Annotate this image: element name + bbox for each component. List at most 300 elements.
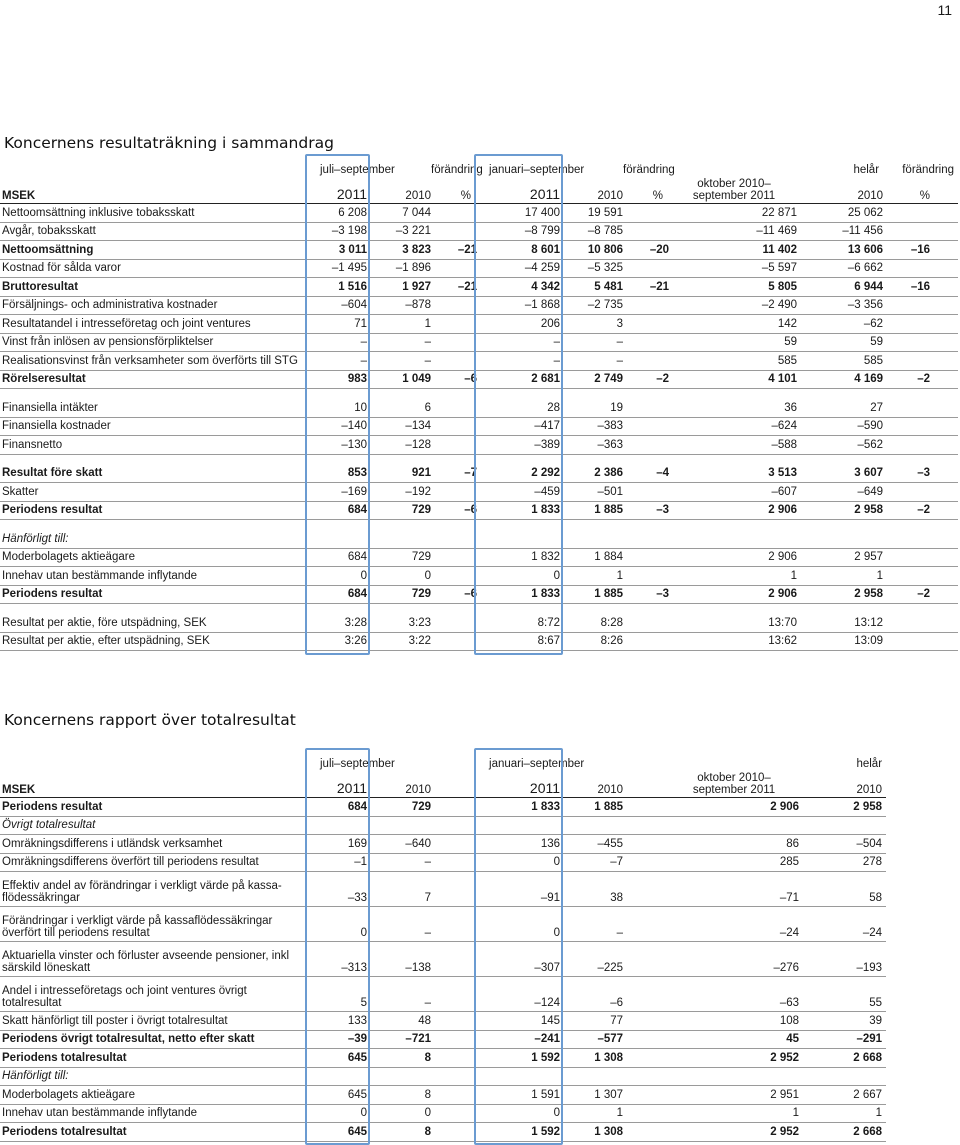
value-cell: 3 011 — [308, 241, 367, 260]
value-cell: –383 — [560, 417, 623, 436]
value-cell — [883, 417, 958, 436]
value-cell: – — [560, 333, 623, 352]
value-cell: 145 — [477, 1012, 560, 1031]
value-cell: –2 — [883, 370, 958, 389]
table-row — [0, 1012, 886, 1031]
value-cell — [431, 296, 477, 315]
year-2010-q3: 2010 — [367, 770, 431, 798]
value-cell: 2 906 — [669, 798, 799, 817]
value-cell: –225 — [560, 942, 623, 977]
value-cell — [623, 204, 669, 223]
value-cell: 10 806 — [560, 241, 623, 260]
empty-cell — [623, 1086, 669, 1105]
value-cell — [883, 204, 958, 223]
empty-cell — [623, 1123, 669, 1142]
value-cell — [308, 1067, 367, 1086]
row-label: Resultat per aktie, före utspädning, SEK — [0, 614, 308, 632]
value-cell: –604 — [308, 296, 367, 315]
value-cell — [477, 816, 560, 835]
value-cell — [669, 1067, 799, 1086]
spacer-row — [0, 389, 958, 400]
value-cell: 1 885 — [560, 585, 623, 604]
value-cell: –63 — [669, 977, 799, 1012]
value-cell: 0 — [367, 1104, 431, 1123]
empty-cell — [431, 977, 477, 1012]
value-cell: –33 — [308, 872, 367, 907]
value-cell: 55 — [799, 977, 886, 1012]
row-label: Resultat före skatt — [0, 465, 308, 483]
row-label: Vinst från inlösen av pensionsförpliktelser — [0, 333, 308, 352]
empty-cell — [431, 1123, 477, 1142]
value-cell: 1 049 — [367, 370, 431, 389]
value-cell: 729 — [367, 501, 431, 520]
row-label: Periodens resultat — [0, 585, 308, 604]
value-cell: 2 906 — [669, 548, 799, 567]
value-cell: 4 101 — [669, 370, 799, 389]
value-cell — [477, 1067, 560, 1086]
row-label: Försäljnings- och administrativa kostnader — [0, 296, 308, 315]
income-statement-title: Koncernens resultaträkning i sammandrag — [4, 134, 334, 152]
table-row — [0, 278, 958, 297]
value-cell — [883, 614, 958, 632]
value-cell: 2 749 — [560, 370, 623, 389]
value-cell: 27 — [799, 399, 883, 417]
value-cell: 585 — [669, 352, 799, 371]
value-cell: 1 308 — [560, 1049, 623, 1068]
value-cell: –307 — [477, 942, 560, 977]
value-cell: 8:28 — [560, 614, 623, 632]
value-cell: –1 868 — [477, 296, 560, 315]
value-cell — [308, 816, 367, 835]
value-cell — [560, 1067, 623, 1086]
value-cell: 0 — [477, 853, 560, 872]
value-cell: –6 — [560, 977, 623, 1012]
row-label: Resultatandel i intresseföretag och joint ventures — [0, 315, 308, 334]
row-label: Moderbolagets aktieägare — [0, 548, 308, 567]
value-cell — [799, 816, 886, 835]
value-cell: 136 — [477, 835, 560, 854]
value-cell: –5 597 — [669, 259, 799, 278]
value-cell — [367, 530, 431, 548]
value-cell: 1 832 — [477, 548, 560, 567]
value-cell — [431, 204, 477, 223]
value-cell: –1 — [308, 853, 367, 872]
group-label-9m: januari–september — [489, 758, 585, 770]
value-cell: 0 — [308, 1104, 367, 1123]
value-cell: – — [560, 907, 623, 942]
income-statement-table — [0, 160, 958, 651]
value-cell: – — [477, 352, 560, 371]
value-cell: 28 — [477, 399, 560, 417]
value-cell: 3 — [560, 315, 623, 334]
value-cell — [431, 399, 477, 417]
row-label: Omräkningsdifferens i utländsk verksamhet — [0, 835, 308, 854]
value-cell: –11 456 — [799, 222, 883, 241]
value-cell — [883, 399, 958, 417]
value-cell: 1 884 — [560, 548, 623, 567]
value-cell: 1 592 — [477, 1123, 560, 1142]
value-cell: 2 292 — [477, 465, 560, 483]
table-row — [0, 1086, 886, 1105]
row-label: Hänförligt till: — [0, 1067, 308, 1086]
value-cell — [560, 530, 623, 548]
year-2010-fy: 2010 — [799, 176, 883, 204]
value-cell: 10 — [308, 399, 367, 417]
comprehensive-income-table — [0, 754, 886, 1142]
empty-cell — [431, 1104, 477, 1123]
row-label: Skatter — [0, 483, 308, 502]
value-cell: 5 — [308, 977, 367, 1012]
value-cell — [431, 333, 477, 352]
empty-cell — [623, 872, 669, 907]
value-cell — [883, 222, 958, 241]
value-cell — [623, 296, 669, 315]
table-row — [0, 417, 958, 436]
table-row — [0, 315, 958, 334]
value-cell: 19 591 — [560, 204, 623, 223]
value-cell: 3:22 — [367, 632, 431, 651]
row-label: Periodens totalresultat — [0, 1123, 308, 1142]
empty-cell — [623, 1012, 669, 1031]
table-row — [0, 853, 886, 872]
value-cell: –6 — [431, 501, 477, 520]
value-cell: 278 — [799, 853, 886, 872]
value-cell: –504 — [799, 835, 886, 854]
value-cell: 86 — [669, 835, 799, 854]
table-row — [0, 530, 958, 548]
value-cell — [623, 417, 669, 436]
empty-cell — [623, 1104, 669, 1123]
value-cell — [799, 1067, 886, 1086]
value-cell: 0 — [477, 567, 560, 586]
value-cell: –2 — [623, 370, 669, 389]
value-cell — [883, 567, 958, 586]
value-cell: 1 — [799, 567, 883, 586]
value-cell: 0 — [308, 907, 367, 942]
value-cell — [883, 436, 958, 455]
value-cell — [623, 632, 669, 651]
empty-cell — [431, 1012, 477, 1031]
table-row — [0, 241, 958, 260]
value-cell: –640 — [367, 835, 431, 854]
value-cell — [799, 530, 883, 548]
value-cell — [477, 530, 560, 548]
row-label: Bruttoresultat — [0, 278, 308, 297]
value-cell: 4 169 — [799, 370, 883, 389]
empty-cell — [623, 1049, 669, 1068]
value-cell: 3 513 — [669, 465, 799, 483]
empty-cell — [431, 872, 477, 907]
rolling-12m-header: oktober 2010– september 2011 — [669, 176, 799, 204]
value-cell: –4 — [623, 465, 669, 483]
value-cell: –71 — [669, 872, 799, 907]
value-cell: 684 — [308, 585, 367, 604]
value-cell: – — [477, 333, 560, 352]
value-cell: –276 — [669, 942, 799, 977]
value-cell: –3 198 — [308, 222, 367, 241]
year-2010-9m: 2010 — [560, 176, 623, 204]
value-cell: 19 — [560, 399, 623, 417]
value-cell: –21 — [431, 278, 477, 297]
value-cell — [623, 614, 669, 632]
value-cell: –2 — [883, 585, 958, 604]
year-header-row — [0, 770, 886, 798]
group-header-row — [0, 160, 958, 176]
value-cell — [431, 436, 477, 455]
value-cell — [669, 530, 799, 548]
row-label: Moderbolagets aktieägare — [0, 1086, 308, 1105]
value-cell: –6 662 — [799, 259, 883, 278]
value-cell: – — [308, 333, 367, 352]
row-label: Aktuariella vinster och förluster avseende pensioner, inkl särskild löneskatt — [0, 942, 308, 977]
spacer-cell — [0, 389, 958, 400]
value-cell: 36 — [669, 399, 799, 417]
value-cell — [883, 352, 958, 371]
value-cell: 59 — [799, 333, 883, 352]
table-row — [0, 567, 958, 586]
value-cell: 3:23 — [367, 614, 431, 632]
row-label: Kostnad för sålda varor — [0, 259, 308, 278]
value-cell: 1 — [669, 1104, 799, 1123]
empty-cell — [623, 835, 669, 854]
value-cell: 729 — [367, 585, 431, 604]
table-row — [0, 399, 958, 417]
value-cell: –607 — [669, 483, 799, 502]
value-cell: 2 957 — [799, 548, 883, 567]
value-cell — [431, 315, 477, 334]
value-cell: –3 — [623, 585, 669, 604]
value-cell: –501 — [560, 483, 623, 502]
value-cell — [431, 222, 477, 241]
income-statement-body — [0, 204, 958, 651]
value-cell: –6 — [431, 585, 477, 604]
value-cell: –20 — [623, 241, 669, 260]
table-row — [0, 942, 886, 977]
value-cell: –7 — [560, 853, 623, 872]
value-cell: 729 — [367, 548, 431, 567]
value-cell: 2 667 — [799, 1086, 886, 1105]
value-cell: 8 — [367, 1086, 431, 1105]
value-cell: –8 785 — [560, 222, 623, 241]
value-cell: –134 — [367, 417, 431, 436]
value-cell — [623, 352, 669, 371]
value-cell — [883, 530, 958, 548]
value-cell — [623, 530, 669, 548]
value-cell: 108 — [669, 1012, 799, 1031]
empty-cell — [623, 1030, 669, 1049]
row-label: Skatt hänförligt till poster i övrigt totalresultat — [0, 1012, 308, 1031]
value-cell: 1 885 — [560, 501, 623, 520]
value-cell: 7 044 — [367, 204, 431, 223]
value-cell — [883, 259, 958, 278]
value-cell: 853 — [308, 465, 367, 483]
group-header-row — [0, 754, 886, 770]
row-label: Effektiv andel av förändringar i verkligt värde på kassa-flödessäkringar — [0, 872, 308, 907]
row-label: Finansiella kostnader — [0, 417, 308, 436]
value-cell: – — [367, 352, 431, 371]
table-row — [0, 907, 886, 942]
value-cell: –169 — [308, 483, 367, 502]
empty-cell — [431, 907, 477, 942]
value-cell: 1 — [669, 567, 799, 586]
value-cell: 585 — [799, 352, 883, 371]
value-cell: –417 — [477, 417, 560, 436]
empty-cell — [623, 977, 669, 1012]
table-row — [0, 816, 886, 835]
value-cell: –1 896 — [367, 259, 431, 278]
value-cell: 59 — [669, 333, 799, 352]
value-cell: 8 — [367, 1049, 431, 1068]
value-cell: –363 — [560, 436, 623, 455]
change-label-1: förändring — [431, 164, 483, 176]
value-cell: –6 — [431, 370, 477, 389]
table-row — [0, 1049, 886, 1068]
value-cell: 45 — [669, 1030, 799, 1049]
value-cell: –389 — [477, 436, 560, 455]
value-cell: 13:62 — [669, 632, 799, 651]
value-cell: –3 — [883, 465, 958, 483]
value-cell: –562 — [799, 436, 883, 455]
year-2011-9m: 2011 — [477, 770, 560, 798]
year-2011-q3: 2011 — [308, 770, 367, 798]
table-row — [0, 1067, 886, 1086]
value-cell: –24 — [669, 907, 799, 942]
value-cell — [560, 816, 623, 835]
value-cell — [431, 417, 477, 436]
value-cell: 1 — [560, 567, 623, 586]
row-label: Innehav utan bestämmande inflytande — [0, 567, 308, 586]
value-cell: –7 — [431, 465, 477, 483]
value-cell: –91 — [477, 872, 560, 907]
empty-cell — [623, 942, 669, 977]
value-cell — [431, 548, 477, 567]
value-cell: –3 221 — [367, 222, 431, 241]
value-cell — [431, 614, 477, 632]
value-cell — [623, 436, 669, 455]
value-cell — [308, 530, 367, 548]
row-label: Finansiella intäkter — [0, 399, 308, 417]
value-cell: –878 — [367, 296, 431, 315]
group-label-fy: helår — [853, 164, 880, 176]
table-row — [0, 1030, 886, 1049]
value-cell: 8 601 — [477, 241, 560, 260]
value-cell: –3 356 — [799, 296, 883, 315]
empty-cell — [623, 907, 669, 942]
row-label: Resultat per aktie, efter utspädning, SEK — [0, 632, 308, 651]
value-cell: 7 — [367, 872, 431, 907]
table-row — [0, 872, 886, 907]
table-row — [0, 333, 958, 352]
empty-cell — [431, 798, 477, 817]
value-cell: 1 — [367, 315, 431, 334]
value-cell: 1 927 — [367, 278, 431, 297]
value-cell: –39 — [308, 1030, 367, 1049]
pct-header-3: % — [883, 176, 958, 204]
table-row — [0, 835, 886, 854]
row-label: Hänförligt till: — [0, 530, 308, 548]
row-label: Innehav utan bestämmande inflytande — [0, 1104, 308, 1123]
value-cell: 133 — [308, 1012, 367, 1031]
value-cell: 13:09 — [799, 632, 883, 651]
table-row — [0, 465, 958, 483]
value-cell — [431, 259, 477, 278]
value-cell: 13 606 — [799, 241, 883, 260]
value-cell: 684 — [308, 548, 367, 567]
change-label-2: förändring — [623, 164, 675, 176]
value-cell: 1 — [799, 1104, 886, 1123]
empty-cell — [431, 1030, 477, 1049]
value-cell — [883, 333, 958, 352]
table-row — [0, 585, 958, 604]
value-cell: –721 — [367, 1030, 431, 1049]
value-cell: 1 307 — [560, 1086, 623, 1105]
value-cell — [883, 315, 958, 334]
value-cell: –62 — [799, 315, 883, 334]
value-cell: 8:72 — [477, 614, 560, 632]
value-cell: –459 — [477, 483, 560, 502]
value-cell: – — [367, 907, 431, 942]
value-cell: 1 — [560, 1104, 623, 1123]
value-cell: –2 — [883, 501, 958, 520]
value-cell: 169 — [308, 835, 367, 854]
value-cell — [623, 548, 669, 567]
comprehensive-income-body — [0, 798, 886, 1142]
value-cell: 2 958 — [799, 501, 883, 520]
value-cell: 25 062 — [799, 204, 883, 223]
table-row — [0, 222, 958, 241]
value-cell: –2 490 — [669, 296, 799, 315]
value-cell — [367, 816, 431, 835]
empty-cell — [431, 942, 477, 977]
table-row — [0, 1123, 886, 1142]
value-cell: –8 799 — [477, 222, 560, 241]
value-cell: 6 208 — [308, 204, 367, 223]
empty-cell — [623, 1067, 669, 1086]
table-row — [0, 632, 958, 651]
value-cell: –21 — [431, 241, 477, 260]
row-label: Rörelseresultat — [0, 370, 308, 389]
table-row — [0, 977, 886, 1012]
pct-header-2: % — [623, 176, 669, 204]
value-cell: 13:70 — [669, 614, 799, 632]
value-cell: 8:26 — [560, 632, 623, 651]
value-cell — [431, 483, 477, 502]
value-cell: –590 — [799, 417, 883, 436]
value-cell: –24 — [799, 907, 886, 942]
value-cell — [883, 483, 958, 502]
empty-cell — [431, 1067, 477, 1086]
value-cell: 285 — [669, 853, 799, 872]
value-cell: –16 — [883, 241, 958, 260]
row-label: Nettoomsättning — [0, 241, 308, 260]
value-cell: 58 — [799, 872, 886, 907]
value-cell: 39 — [799, 1012, 886, 1031]
table-row — [0, 501, 958, 520]
value-cell: 2 668 — [799, 1123, 886, 1142]
value-cell: 11 402 — [669, 241, 799, 260]
row-label: Periodens resultat — [0, 501, 308, 520]
spacer-row — [0, 454, 958, 465]
value-cell — [367, 1067, 431, 1086]
value-cell — [883, 632, 958, 651]
value-cell: 71 — [308, 315, 367, 334]
value-cell: –5 325 — [560, 259, 623, 278]
value-cell: 6 — [367, 399, 431, 417]
value-cell: –128 — [367, 436, 431, 455]
row-label: Periodens resultat — [0, 798, 308, 817]
year-2010-9m: 2010 — [560, 770, 623, 798]
value-cell: –140 — [308, 417, 367, 436]
